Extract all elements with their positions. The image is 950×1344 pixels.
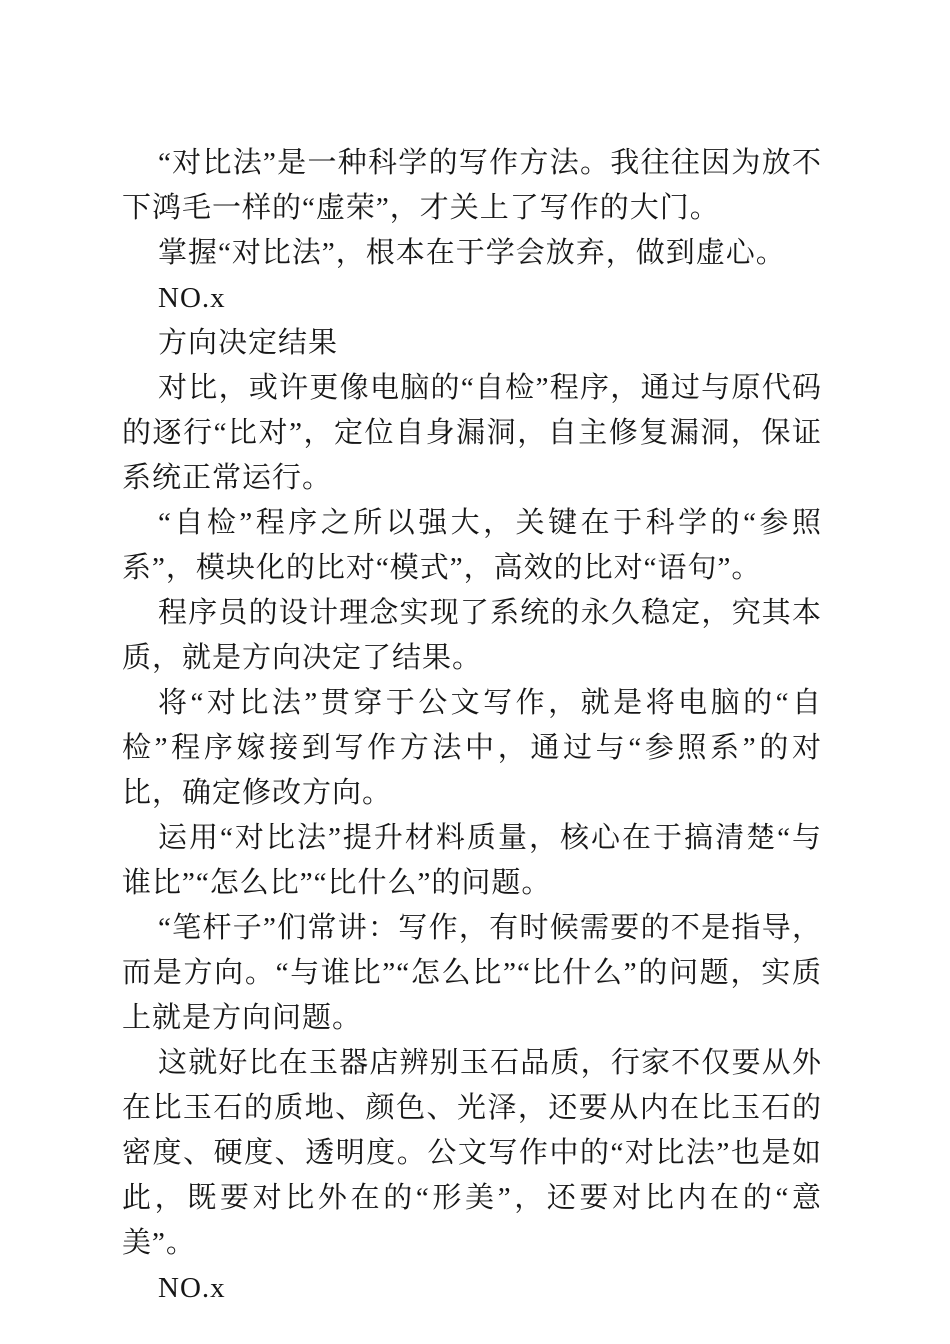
paragraph-three-questions: 运用“对比法”提升材料质量，核心在于搞清楚“与谁比”“怎么比”“比什么”的问题。 (122, 822, 822, 899)
paragraph-programmer-design: 程序员的设计理念实现了系统的永久稳定，究其本质，就是方向决定了结果。 (122, 597, 822, 674)
document-text-body (122, 141, 822, 1311)
section-heading-direction: 方向决定结果 (158, 327, 339, 359)
paragraph-self-check-program: 对比，或许更像电脑的“自检”程序，通过与原代码的逐行“比对”，定位自身漏洞，自主修复漏洞，保证系统正常运行。 (122, 372, 822, 494)
section-number-marker: NO.x (158, 282, 226, 314)
paragraph-jade-analogy: 这就好比在玉器店辨别玉石品质，行家不仅要从外在比玉石的质地、颜色、光泽，还要从内在比玉石的密度、硬度、透明度。公文写作中的“对比法”也是如此，既要对比外在的“形美”，还要对比内在的“意美”。 (122, 1047, 822, 1259)
section-number-marker: NO.x (158, 1272, 226, 1304)
paragraph-intro: “对比法”是一种科学的写作方法。我往往因为放不下鸿毛一样的“虚荣”，才关上了写作的大门。 (122, 147, 822, 224)
paragraph-master-method: 掌握“对比法”，根本在于学会放弃，做到虚心。 (158, 237, 786, 269)
paragraph-reference-frame: “自检”程序之所以强大，关键在于科学的“参照系”，模块化的比对“模式”，高效的比对“语句”。 (122, 507, 822, 584)
paragraph-grafting-method: 将“对比法”贯穿于公文写作，就是将电脑的“自检”程序嫁接到写作方法中，通过与“参照系”的对比，确定修改方向。 (122, 687, 822, 809)
paragraph-pen-masters: “笔杆子”们常讲：写作，有时候需要的不是指导，而是方向。“与谁比”“怎么比”“比什么”的问题，实质上就是方向问题。 (122, 912, 822, 1034)
